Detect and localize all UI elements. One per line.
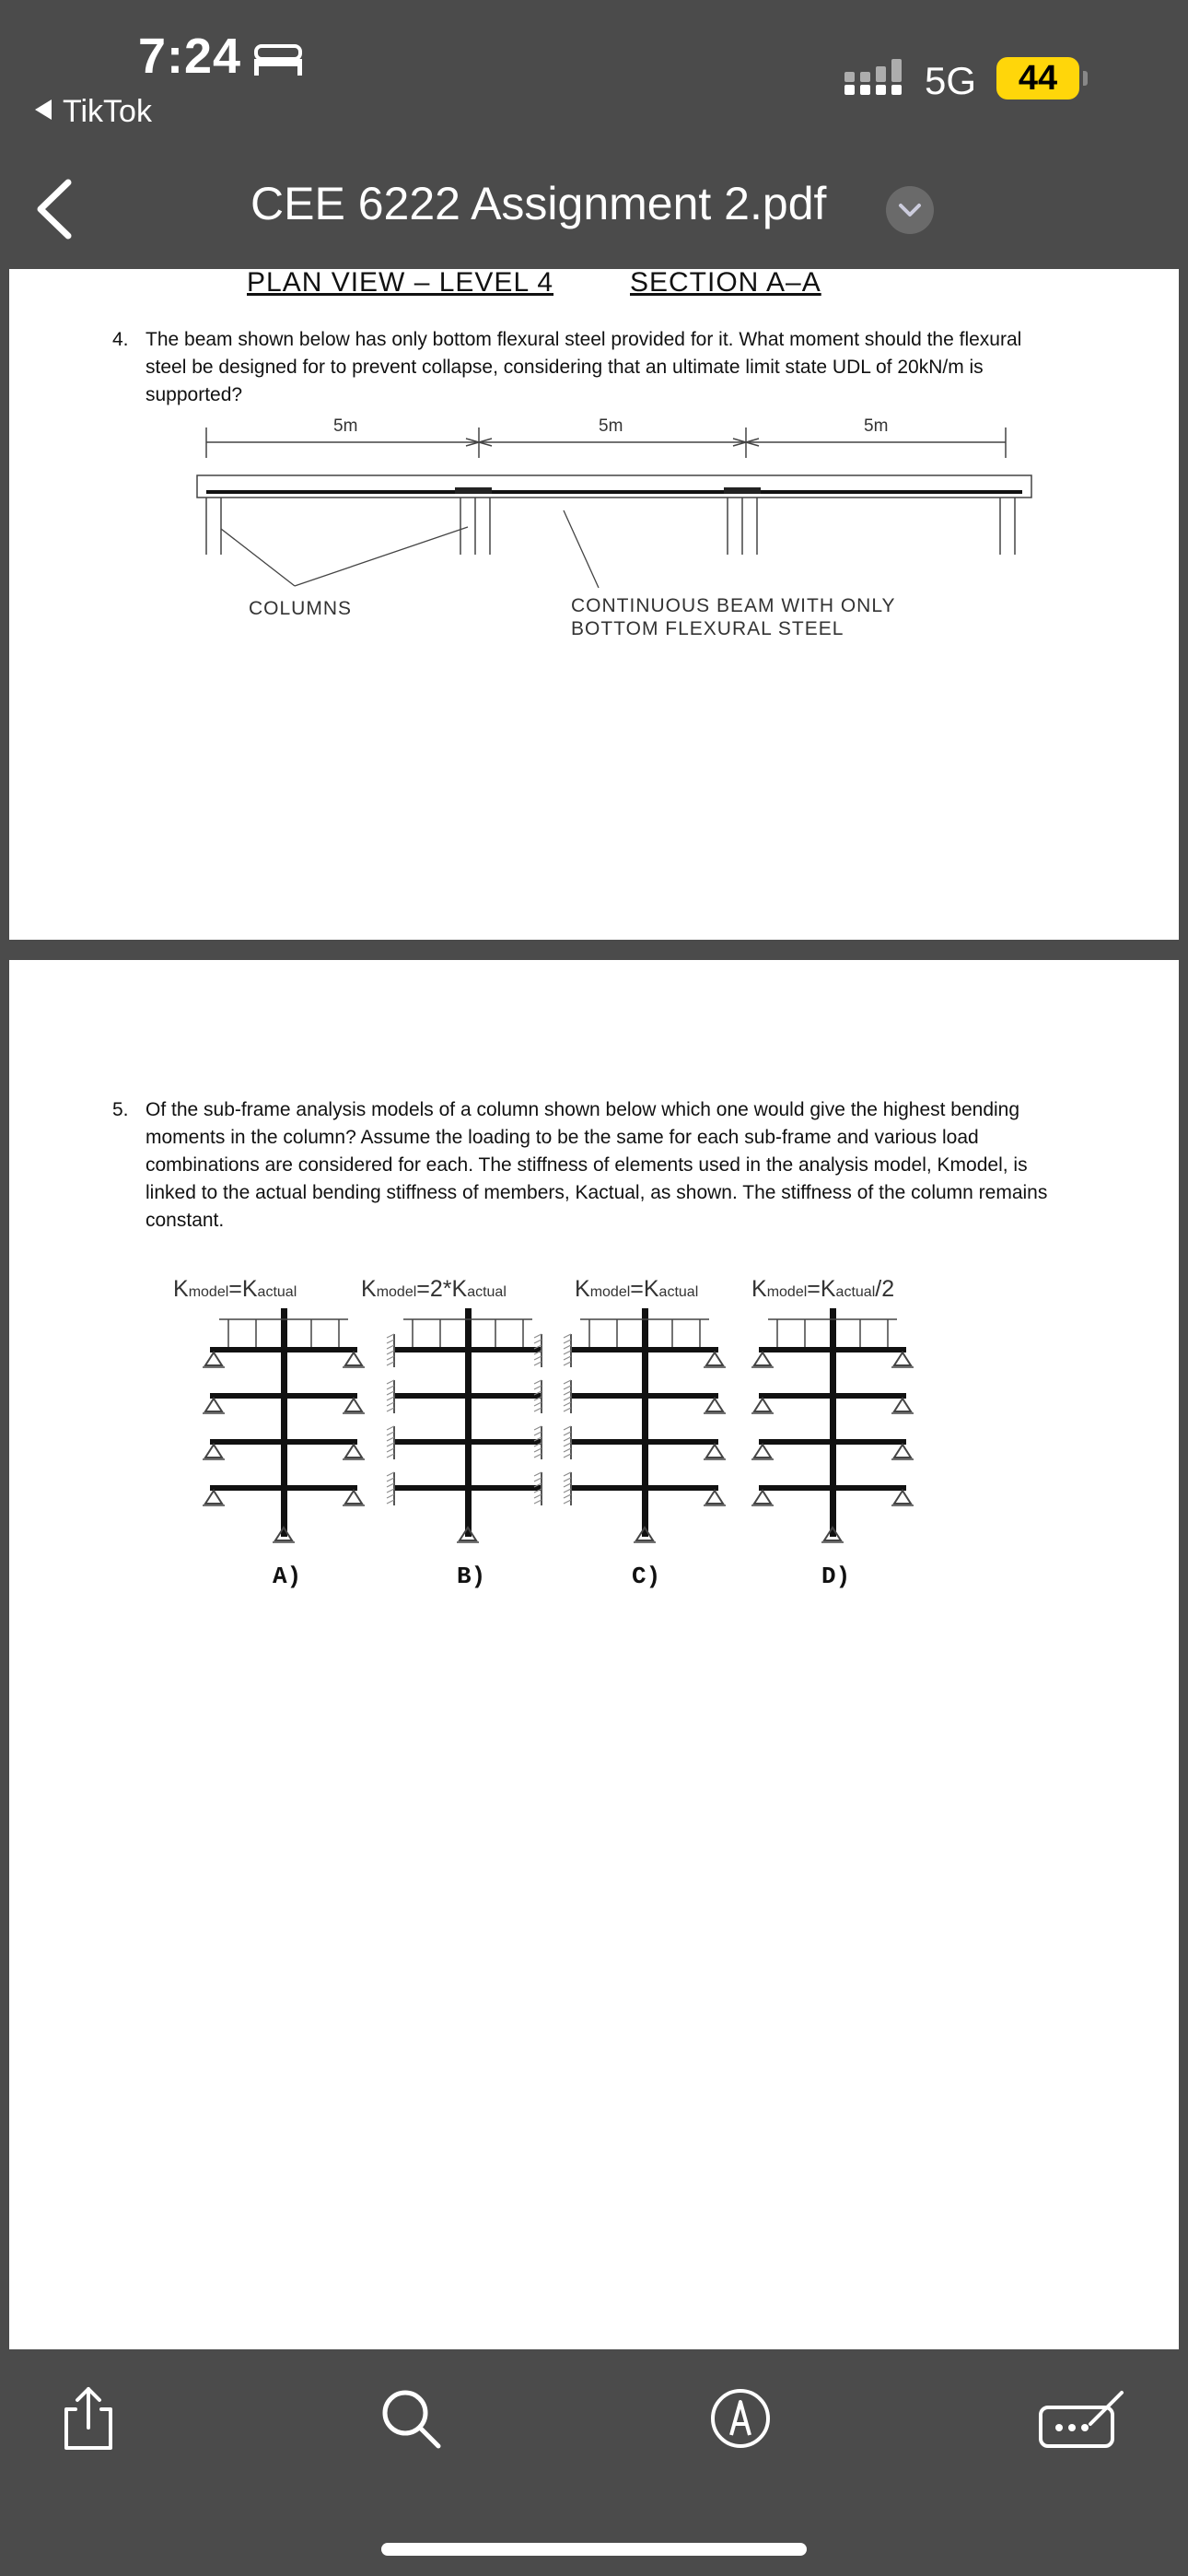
edit-more-icon[interactable] xyxy=(1035,2382,1127,2455)
chevron-left-icon[interactable] xyxy=(33,177,74,241)
chevron-down-icon xyxy=(886,186,934,234)
pdf-page-2 xyxy=(9,960,1179,2349)
subframe-b xyxy=(387,1308,542,1542)
document-title[interactable]: CEE 6222 Assignment 2.pdf xyxy=(250,178,827,229)
beam-diagram xyxy=(9,407,1179,639)
subframe-diagrams xyxy=(0,1308,1188,1612)
signal-icon xyxy=(843,57,907,100)
k-label-b: Kmodel=2*Kactual xyxy=(361,1276,507,1302)
bed-icon xyxy=(252,41,304,77)
plan-view-heading: PLAN VIEW – LEVEL 4 xyxy=(247,267,554,298)
option-c-label: C) xyxy=(632,1563,661,1590)
title-menu-button[interactable] xyxy=(886,186,934,234)
question-4 xyxy=(112,326,1048,409)
status-bar xyxy=(0,0,1188,138)
subframe-a xyxy=(203,1308,365,1542)
question-5 xyxy=(112,1096,1048,1235)
columns-label: COLUMNS xyxy=(249,598,353,619)
question-5-number: 5. xyxy=(112,1099,129,1120)
subframe-d xyxy=(751,1308,914,1542)
share-icon[interactable] xyxy=(52,2382,125,2455)
span-label-3: 5m xyxy=(864,416,889,436)
section-heading: SECTION A–A xyxy=(630,267,821,298)
option-d-label: D) xyxy=(821,1563,851,1590)
question-4-text: The beam shown below has only bottom flexural steel provided for it. What moment should the flexural steel be designed for to prevent collapse, considering that an ultimate limit state UDL of 20kN/m is supported? xyxy=(146,329,1022,405)
question-5-text: Of the sub-frame analysis models of a column shown below which one would give the highest bending moments in the column? Assume the loading to be the same for each sub-frame and various load combinations are considered for each. The stiffness of elements used in the analysis model, Kmodel, is linked to the actual bending stiffness of members, Kactual, as shown. The stiffness of the column remains constant. xyxy=(146,1099,1048,1231)
markup-icon[interactable] xyxy=(704,2382,777,2455)
option-b-label: B) xyxy=(457,1563,486,1590)
beam-note-line-1: CONTINUOUS BEAM WITH ONLY xyxy=(571,595,896,616)
option-a-label: A) xyxy=(273,1563,302,1590)
beam-note-line-2: BOTTOM FLEXURAL STEEL xyxy=(571,618,844,639)
subframe-c xyxy=(564,1308,726,1542)
pdf-page-1 xyxy=(9,269,1179,940)
span-label-2: 5m xyxy=(599,416,623,436)
k-label-d: Kmodel=Kactual/2 xyxy=(751,1276,895,1302)
k-label-c: Kmodel=Kactual xyxy=(575,1276,699,1302)
home-indicator[interactable] xyxy=(381,2543,807,2556)
back-app-label: TikTok xyxy=(63,94,152,129)
battery-level: 44 xyxy=(996,57,1079,100)
network-type: 5G xyxy=(925,59,977,102)
k-label-a: Kmodel=Kactual xyxy=(173,1276,297,1302)
span-label-1: 5m xyxy=(333,416,358,436)
question-4-number: 4. xyxy=(112,329,129,350)
search-icon[interactable] xyxy=(374,2382,448,2455)
clock-time: 7:24 xyxy=(138,29,242,84)
battery-tip xyxy=(1083,71,1088,86)
back-to-app[interactable] xyxy=(35,94,152,130)
